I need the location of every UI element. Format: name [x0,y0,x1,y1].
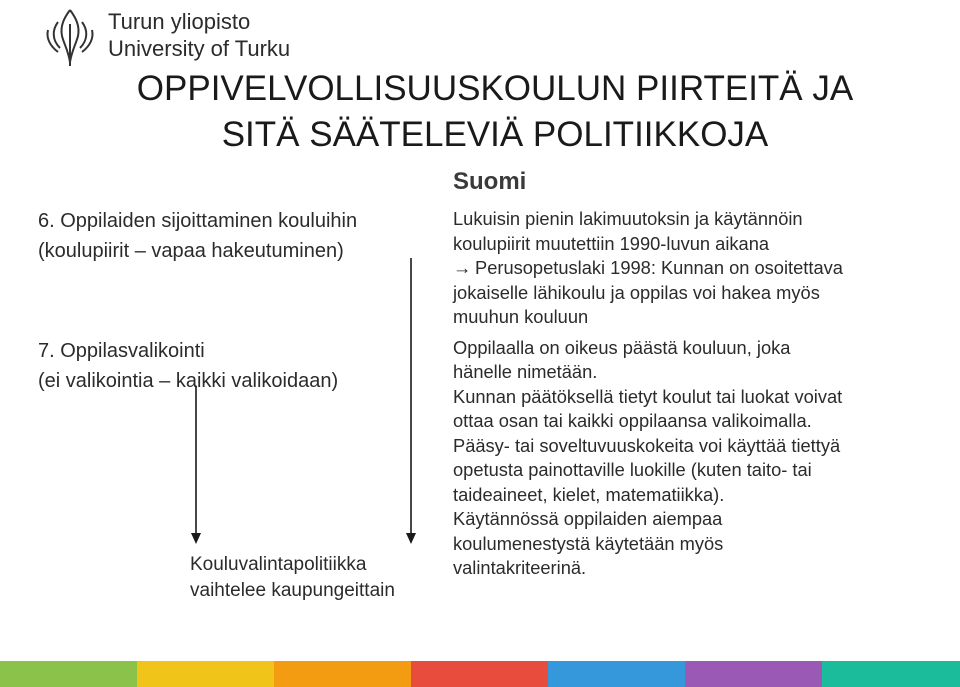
footer-color-bar [0,661,960,687]
right-arrowhead-icon [406,533,416,544]
left-item-7 [38,336,338,396]
p1-arrow-line: muuhun kouluun [453,306,589,327]
left-arrowhead-icon [191,533,201,544]
footer-segment [0,661,137,687]
p2-line: ottaa osan tai kaikki oppilaansa valikoimalla. [453,410,812,431]
footer-segment [822,661,960,687]
p2-line: valintakriteerinä. [453,557,587,578]
p2-line: koulumenestystä käytetään myös [453,532,724,554]
footer-segment [274,661,411,687]
p2-line: hänelle nimetään. [453,361,598,382]
p2-line: Kunnan päätöksellä tietyt koulut tai luokat voivat [453,385,843,407]
p1-arrow-line: jokaiselle lähikoulu ja oppilas voi hakea myös [453,281,820,303]
conclusion-text [190,552,440,604]
p2-line: Oppilaalla on oikeus päästä kouluun, joka [453,336,791,358]
slide-title [95,66,895,158]
right-arrow-icon: → [453,257,472,278]
p2-line: Pääsy- tai soveltuvuuskokeita voi käyttää tiettyä [453,434,841,456]
footer-segment [548,661,685,687]
conclusion-line-2: vaihtelee kaupungeittain [190,580,395,601]
p2-line: opetusta painottaville luokille (kuten taito- tai [453,459,812,480]
right-text-block [453,207,923,581]
footer-segment [137,661,274,687]
left-item-7-line-2: (ei valikointia – kaikki valikoidaan) [38,370,339,392]
footer-segment [685,661,822,687]
left-item-7-line-1: 7. Oppilasvalikointi [38,340,205,362]
left-item-6-line-1: 6. Oppilaiden sijoittaminen kouluihin [38,210,358,232]
p1-arrow-line [453,256,923,281]
logo-line-2: University of Turku [108,36,291,61]
conclusion-line-1: Kouluvalintapolitiikka [190,554,367,575]
torch-emblem-icon [38,4,102,68]
p1-arrow-line-text: Perusopetuslaki 1998: Kunnan on osoitettava [475,257,843,278]
p2-line: taideaineet, kielet, matematiikka). [453,483,725,505]
footer-segment [411,661,548,687]
p1-line: Lukuisin pienin lakimuutoksin ja käytännöin [453,208,803,229]
title-line-2: SITÄ SÄÄTELEVIÄ POLITIIKKOJA [221,115,769,154]
university-logo [38,4,291,68]
left-item-6-line-2: (koulupiirit – vapaa hakeutuminen) [38,240,344,262]
left-item-6 [38,206,357,266]
p2-line: Käytännössä oppilaiden aiempaa [453,508,723,529]
logo-line-1: Turun yliopisto [108,9,251,34]
p1-line: koulupiirit muutettiin 1990-luvun aikana [453,232,770,254]
section-heading: Suomi [453,168,527,195]
title-line-1: OPPIVELVOLLISUUSKOULUN PIIRTEITÄ JA [136,69,854,108]
